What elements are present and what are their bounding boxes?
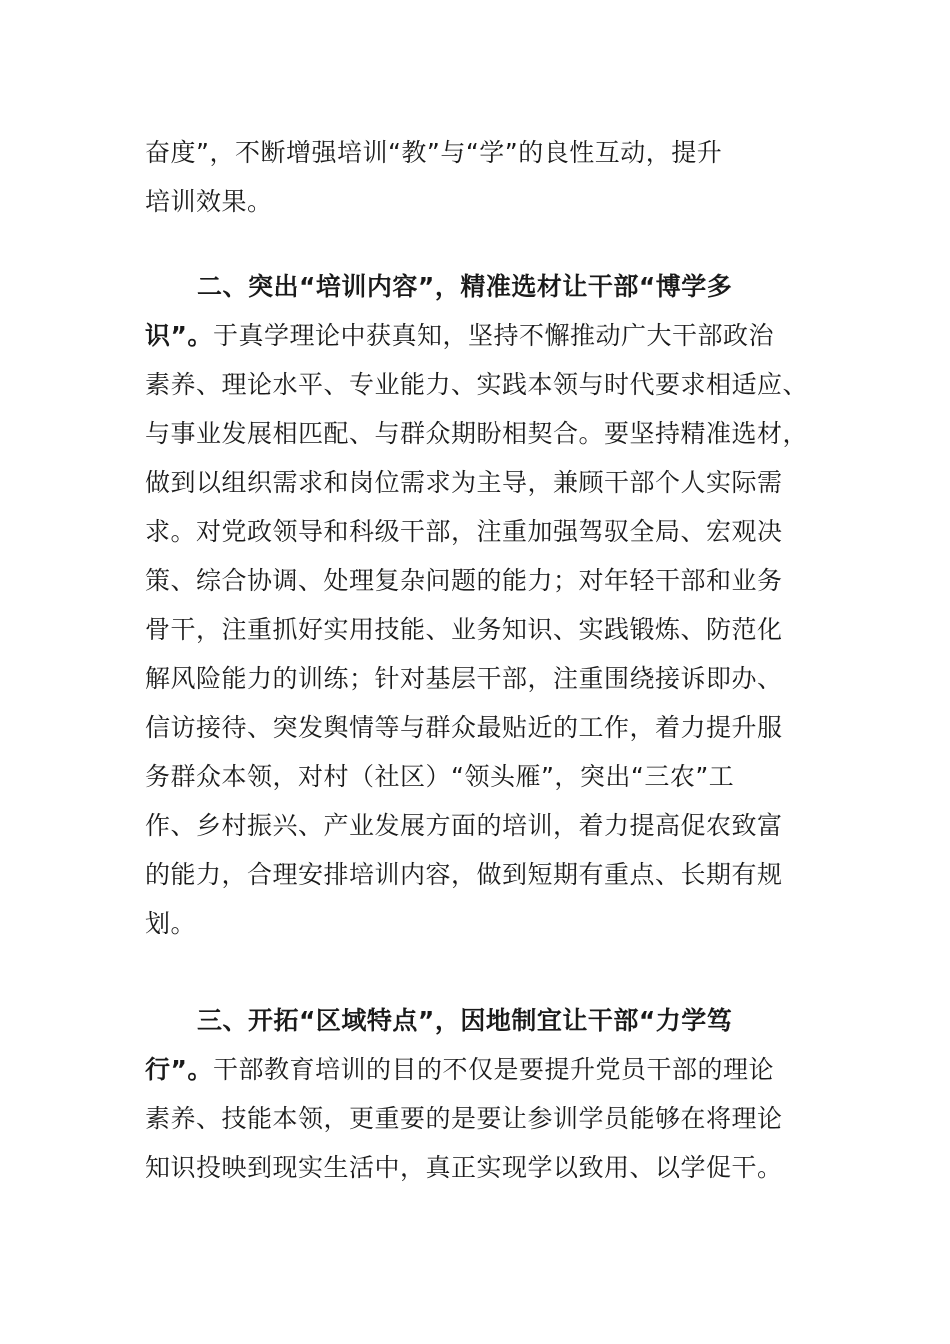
paragraph-line: 骨干，注重抓好实用技能、业务知识、实践锻炼、防范化: [145, 615, 783, 644]
section-2-heading: 二、突出“培训内容”，精准选材让干部“博学多: [197, 272, 733, 301]
paragraph-line: 划。: [145, 909, 197, 938]
paragraph-line: 素养、理论水平、专业能力、实践本领与时代要求相适应、: [145, 370, 809, 399]
section-2-heading-end: 识”。: [145, 321, 213, 350]
paragraph-line: 与事业发展相匹配、与群众期盼相契合。要坚持精准选材，: [145, 419, 809, 448]
section-3-paragraph: [145, 996, 815, 1192]
paragraph-line: 的能力，合理安排培训内容，做到短期有重点、长期有规: [145, 860, 783, 889]
section-3-heading-end: 行”。: [145, 1055, 213, 1084]
paragraph-line: 奋度”，不断增强培训“教”与“学”的良性互动，提升: [145, 138, 723, 167]
paragraph-line: 求。对党政领导和科级干部，注重加强驾驭全局、宏观决: [145, 517, 783, 546]
section-2-paragraph: [145, 262, 815, 948]
paragraph-line: 知识投映到现实生活中，真正实现学以致用、以学促干。: [145, 1153, 783, 1182]
paragraph-line: [145, 1045, 815, 1094]
paragraph-line: 素养、技能本领，更重要的是要让参训学员能够在将理论: [145, 1104, 783, 1133]
paragraph-text: 于真学理论中获真知，坚持不懈推动广大干部政治: [212, 321, 774, 350]
paragraph-line: 信访接待、突发舆情等与群众最贴近的工作，着力提升服: [145, 713, 783, 742]
intro-paragraph: [145, 128, 815, 226]
paragraph-text: 干部教育培训的目的不仅是要提升党员干部的理论: [212, 1055, 774, 1084]
paragraph-line: 策、综合协调、处理复杂问题的能力；对年轻干部和业务: [145, 566, 783, 595]
paragraph-line: 解风险能力的训练；针对基层干部，注重围绕接诉即办、: [145, 664, 783, 693]
paragraph-line: [145, 311, 815, 360]
paragraph-line: 作、乡村振兴、产业发展方面的培训，着力提高促农致富: [145, 811, 783, 840]
section-3-heading: 三、开拓“区域特点”，因地制宜让干部“力学笃: [197, 1006, 733, 1035]
paragraph-line: 培训效果。: [145, 187, 273, 216]
paragraph-line: 务群众本领，对村（社区）“领头雁”，突出“三农”工: [145, 762, 735, 791]
paragraph-line: 做到以组织需求和岗位需求为主导，兼顾干部个人实际需: [145, 468, 783, 497]
